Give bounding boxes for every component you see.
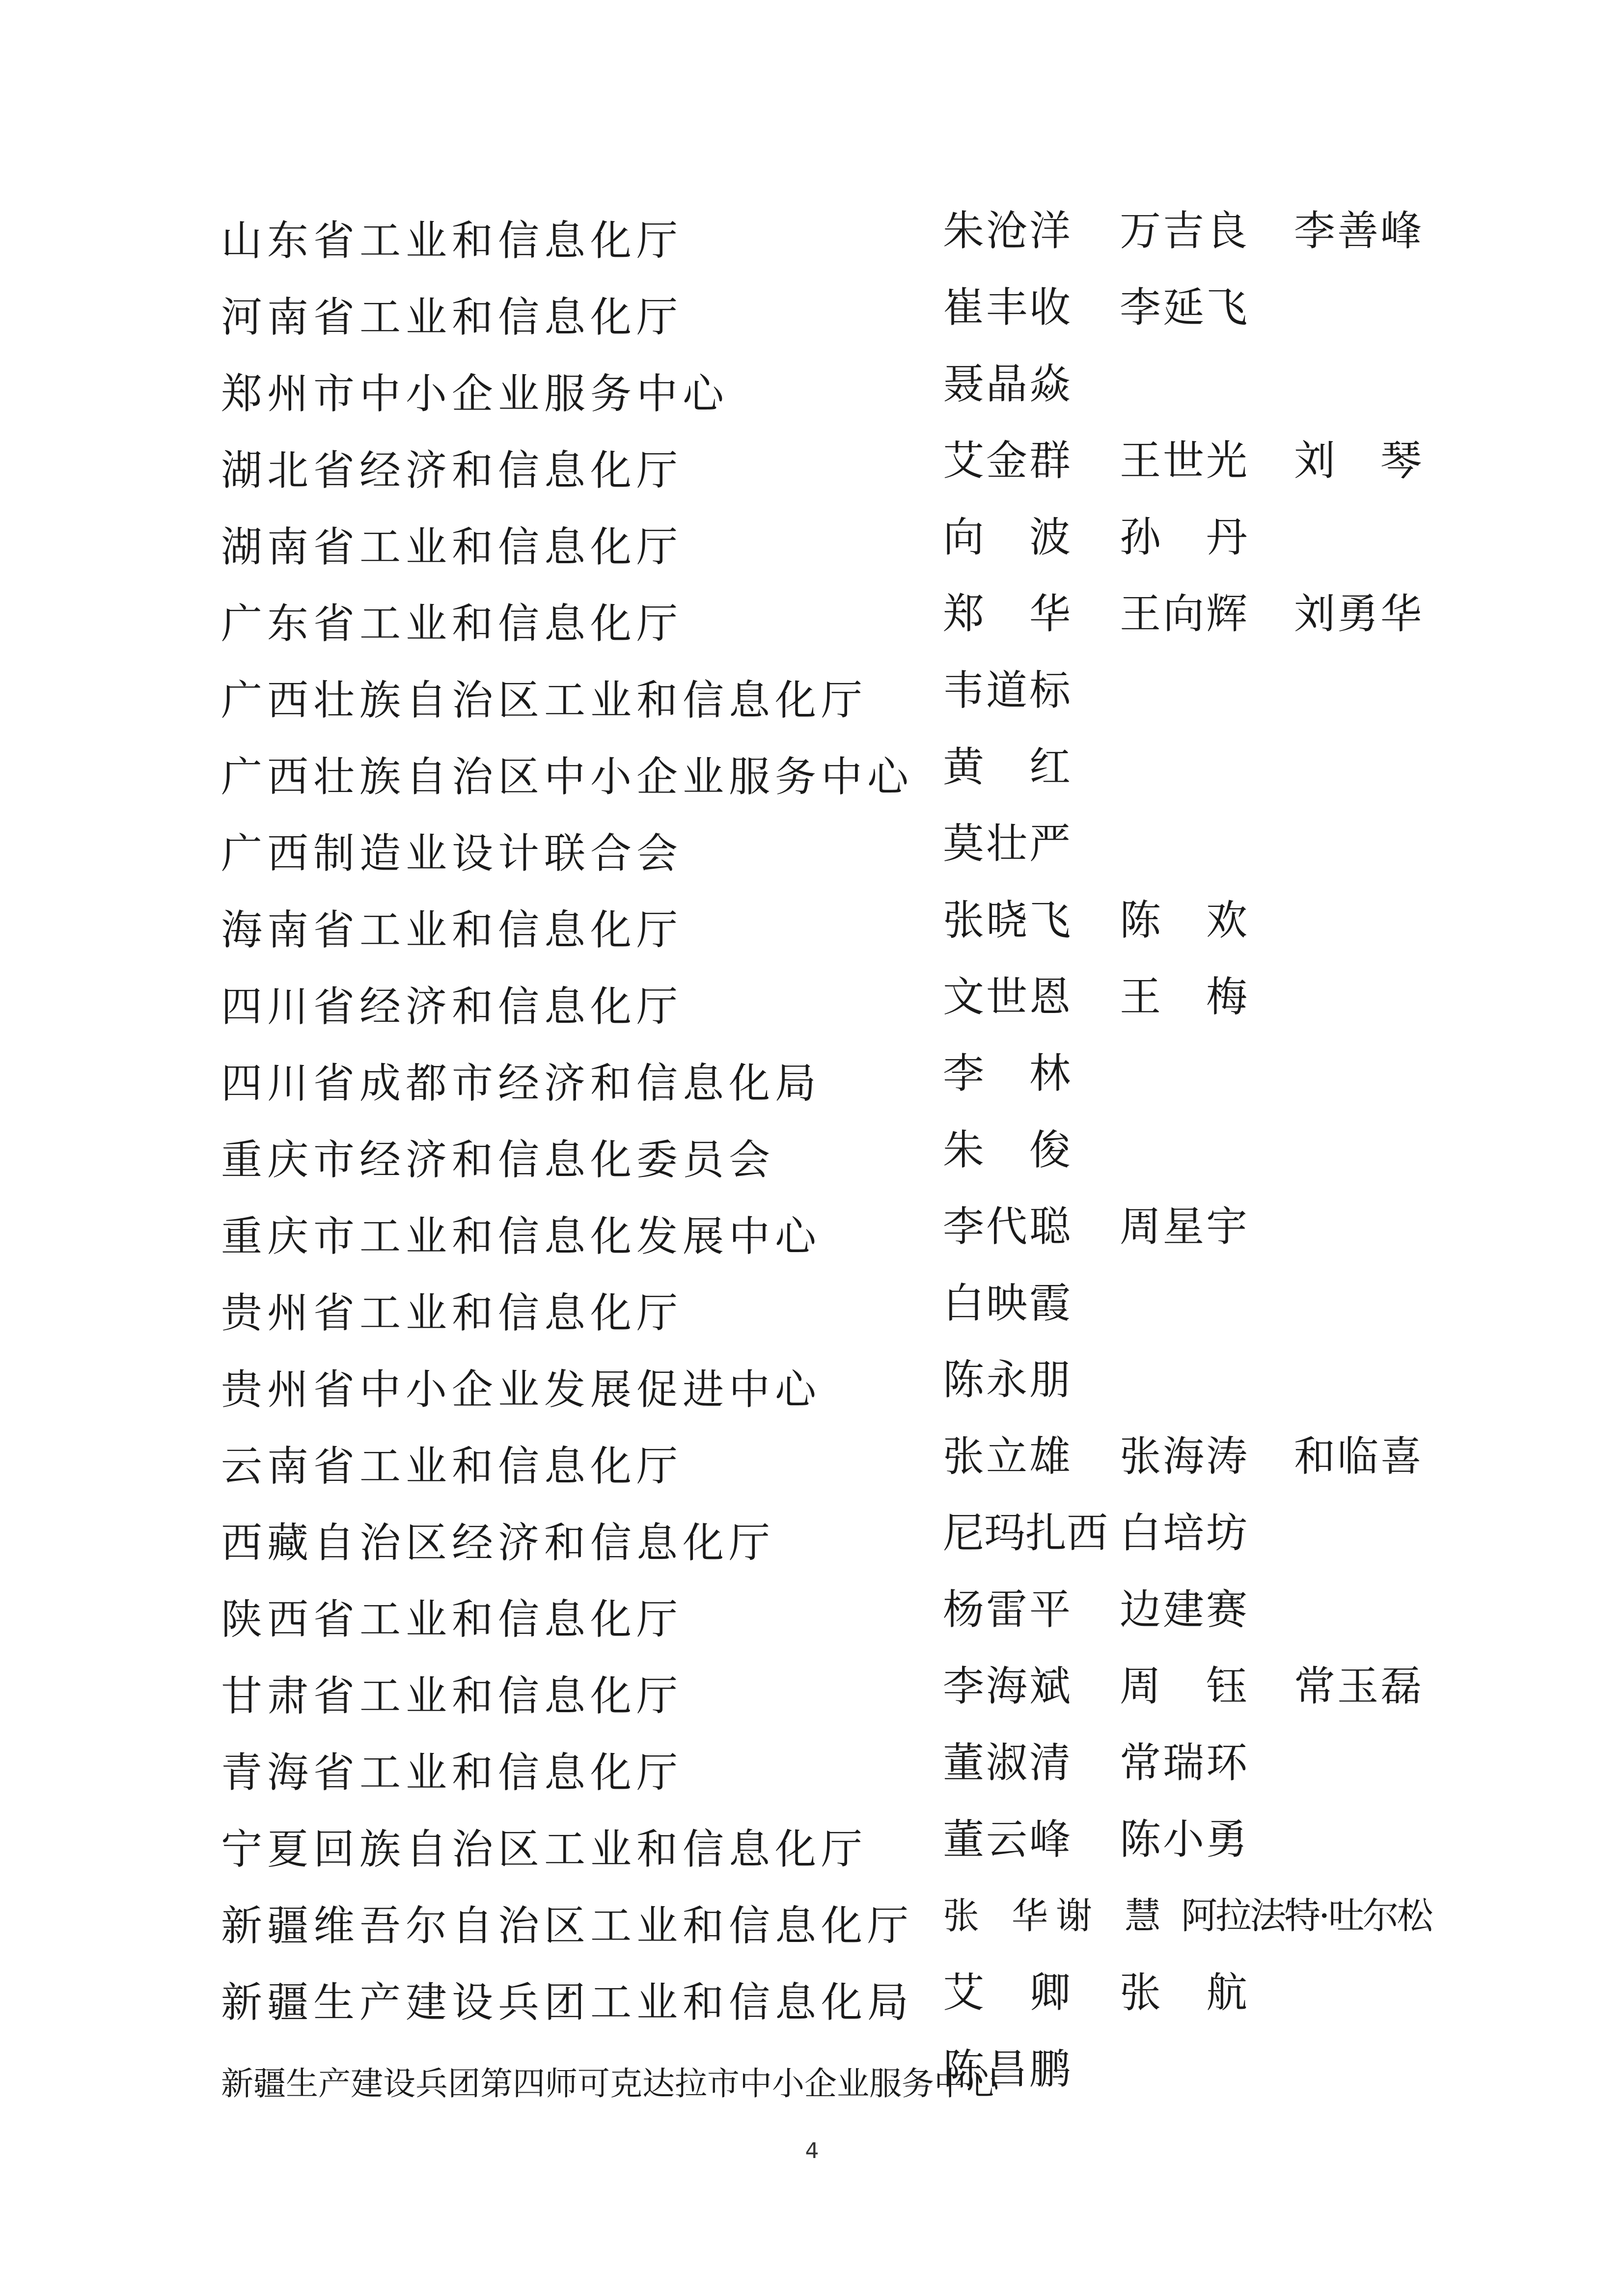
person-names bbox=[943, 2045, 1488, 2104]
person-name: 尼玛扎西 bbox=[943, 1509, 1108, 1557]
list-item bbox=[221, 1585, 1498, 1662]
person-name: 李海斌 bbox=[943, 1662, 1073, 1710]
person-name: 王 梅 bbox=[1120, 973, 1250, 1021]
person-names bbox=[943, 819, 1488, 878]
person-names bbox=[943, 1432, 1488, 1491]
person-name: 李善峰 bbox=[1294, 207, 1424, 255]
attendee-list bbox=[221, 206, 1498, 2121]
person-names bbox=[943, 1585, 1488, 1644]
person-name: 李延飞 bbox=[1120, 283, 1250, 331]
organization-name: 四川省成都市经济和信息化局 bbox=[221, 1059, 822, 1107]
list-item bbox=[221, 896, 1498, 972]
person-name: 文世恩 bbox=[943, 973, 1073, 1021]
person-names bbox=[943, 589, 1488, 648]
list-item bbox=[221, 972, 1498, 1049]
organization-name: 广西壮族自治区中小企业服务中心 bbox=[221, 753, 914, 801]
person-name: 莫壮严 bbox=[943, 820, 1073, 868]
person-names bbox=[943, 1125, 1488, 1184]
person-name: 张晓飞 bbox=[943, 896, 1073, 944]
person-name: 陈永朋 bbox=[943, 1356, 1073, 1404]
organization-name: 广东省工业和信息化厅 bbox=[221, 600, 683, 648]
person-name: 孙 丹 bbox=[1120, 513, 1250, 561]
organization-name: 云南省工业和信息化厅 bbox=[221, 1442, 683, 1490]
list-item bbox=[221, 1202, 1498, 1279]
person-name: 张 航 bbox=[1120, 1968, 1250, 2017]
organization-name: 河南省工业和信息化厅 bbox=[221, 293, 683, 341]
person-names bbox=[943, 359, 1488, 418]
person-name: 崔丰收 bbox=[943, 283, 1073, 331]
organization-name: 青海省工业和信息化厅 bbox=[221, 1749, 683, 1797]
organization-name: 新疆维吾尔自治区工业和信息化厅 bbox=[221, 1902, 914, 1950]
list-item bbox=[221, 1432, 1498, 1508]
list-item bbox=[221, 1662, 1498, 1738]
person-name: 陈小勇 bbox=[1120, 1815, 1250, 1863]
person-names bbox=[943, 1662, 1488, 1721]
person-name: 周 钰 bbox=[1120, 1662, 1250, 1710]
person-name: 朱沧洋 bbox=[943, 207, 1073, 255]
organization-name: 四川省经济和信息化厅 bbox=[221, 983, 683, 1031]
person-name: 董淑清 bbox=[943, 1739, 1073, 1787]
person-name: 常瑞环 bbox=[1120, 1739, 1250, 1787]
person-names bbox=[943, 1279, 1488, 1338]
organization-name: 新疆生产建设兵团第四师可克达拉市中小企业服务中心 bbox=[221, 2065, 999, 2103]
person-name: 黄 红 bbox=[943, 743, 1073, 791]
organization-name: 宁夏回族自治区工业和信息化厅 bbox=[221, 1825, 868, 1873]
list-item bbox=[221, 1049, 1498, 1125]
list-item bbox=[221, 359, 1498, 436]
person-name: 聂晶焱 bbox=[943, 360, 1073, 408]
person-name: 刘勇华 bbox=[1294, 590, 1424, 638]
list-item bbox=[221, 1891, 1498, 1968]
person-names bbox=[943, 1355, 1488, 1414]
person-name: 杨雷平 bbox=[943, 1585, 1073, 1634]
person-names bbox=[943, 896, 1488, 955]
person-name: 周星宇 bbox=[1120, 1203, 1250, 1251]
person-name: 常玉磊 bbox=[1294, 1662, 1424, 1710]
organization-name: 重庆市经济和信息化委员会 bbox=[221, 1136, 775, 1184]
person-name: 郑 华 bbox=[943, 590, 1073, 638]
list-item bbox=[221, 2045, 1498, 2121]
person-name: 边建赛 bbox=[1120, 1585, 1250, 1634]
person-name: 陈 欢 bbox=[1120, 896, 1250, 944]
person-name: 艾金群 bbox=[943, 437, 1073, 485]
person-name: 向 波 bbox=[943, 513, 1073, 561]
person-names bbox=[943, 742, 1488, 801]
list-item bbox=[221, 1279, 1498, 1355]
list-item bbox=[221, 589, 1498, 666]
organization-name: 郑州市中小企业服务中心 bbox=[221, 370, 729, 418]
person-names bbox=[943, 206, 1488, 265]
organization-name: 海南省工业和信息化厅 bbox=[221, 906, 683, 954]
list-item bbox=[221, 742, 1498, 819]
person-name: 王世光 bbox=[1120, 437, 1250, 485]
organization-name: 湖北省经济和信息化厅 bbox=[221, 446, 683, 494]
person-name: 张海涛 bbox=[1120, 1432, 1250, 1480]
person-names bbox=[943, 972, 1488, 1031]
person-name: 艾 卿 bbox=[943, 1968, 1073, 2017]
person-name: 陈昌鹏 bbox=[943, 2045, 1073, 2093]
list-item bbox=[221, 666, 1498, 742]
person-names bbox=[943, 283, 1488, 342]
person-names bbox=[943, 1202, 1488, 1261]
person-names bbox=[943, 666, 1488, 725]
person-names bbox=[943, 1049, 1488, 1108]
list-item bbox=[221, 206, 1498, 283]
person-name: 和临喜 bbox=[1294, 1432, 1424, 1480]
organization-name: 西藏自治区经济和信息化厅 bbox=[221, 1519, 775, 1567]
person-names bbox=[943, 1968, 1488, 2027]
person-names bbox=[943, 1815, 1488, 1874]
person-name: 韦道标 bbox=[943, 666, 1073, 714]
person-names bbox=[943, 513, 1488, 572]
list-item bbox=[221, 1125, 1498, 1202]
organization-name: 重庆市工业和信息化发展中心 bbox=[221, 1212, 822, 1260]
person-name: 李代聪 bbox=[943, 1203, 1073, 1251]
list-item bbox=[221, 1815, 1498, 1891]
person-names bbox=[943, 1891, 1488, 1950]
organization-name: 山东省工业和信息化厅 bbox=[221, 217, 683, 265]
person-name: 阿拉法特·吐尔松 bbox=[1181, 1895, 1431, 1937]
page-number: 4 bbox=[805, 2138, 819, 2163]
organization-name: 广西壮族自治区工业和信息化厅 bbox=[221, 676, 868, 724]
person-name: 刘 琴 bbox=[1294, 437, 1424, 485]
list-item bbox=[221, 1508, 1498, 1585]
list-item bbox=[221, 1968, 1498, 2045]
list-item bbox=[221, 1738, 1498, 1815]
person-names bbox=[943, 1508, 1488, 1567]
organization-name: 新疆生产建设兵团工业和信息化局 bbox=[221, 1978, 914, 2026]
person-name: 万吉良 bbox=[1120, 207, 1250, 255]
person-name: 董云峰 bbox=[943, 1815, 1073, 1863]
person-name: 王向辉 bbox=[1120, 590, 1250, 638]
list-item bbox=[221, 1355, 1498, 1432]
person-names bbox=[943, 436, 1488, 495]
person-name: 朱 俊 bbox=[943, 1126, 1073, 1174]
organization-name: 贵州省中小企业发展促进中心 bbox=[221, 1366, 822, 1414]
list-item bbox=[221, 513, 1498, 589]
organization-name: 广西制造业设计联合会 bbox=[221, 829, 683, 877]
organization-name: 贵州省工业和信息化厅 bbox=[221, 1289, 683, 1337]
list-item bbox=[221, 436, 1498, 513]
list-item bbox=[221, 819, 1498, 896]
list-item bbox=[221, 283, 1498, 359]
person-name: 白映霞 bbox=[943, 1279, 1073, 1327]
person-name: 李 林 bbox=[943, 1049, 1073, 1097]
person-names bbox=[943, 1738, 1488, 1797]
person-name: 张立雄 bbox=[943, 1432, 1073, 1480]
person-name: 白培坊 bbox=[1120, 1509, 1250, 1557]
person-name: 谢 慧 bbox=[1056, 1895, 1159, 1937]
organization-name: 湖南省工业和信息化厅 bbox=[221, 523, 683, 571]
organization-name: 陕西省工业和信息化厅 bbox=[221, 1595, 683, 1643]
organization-name: 甘肃省工业和信息化厅 bbox=[221, 1672, 683, 1720]
person-name: 张 华 bbox=[943, 1895, 1046, 1937]
